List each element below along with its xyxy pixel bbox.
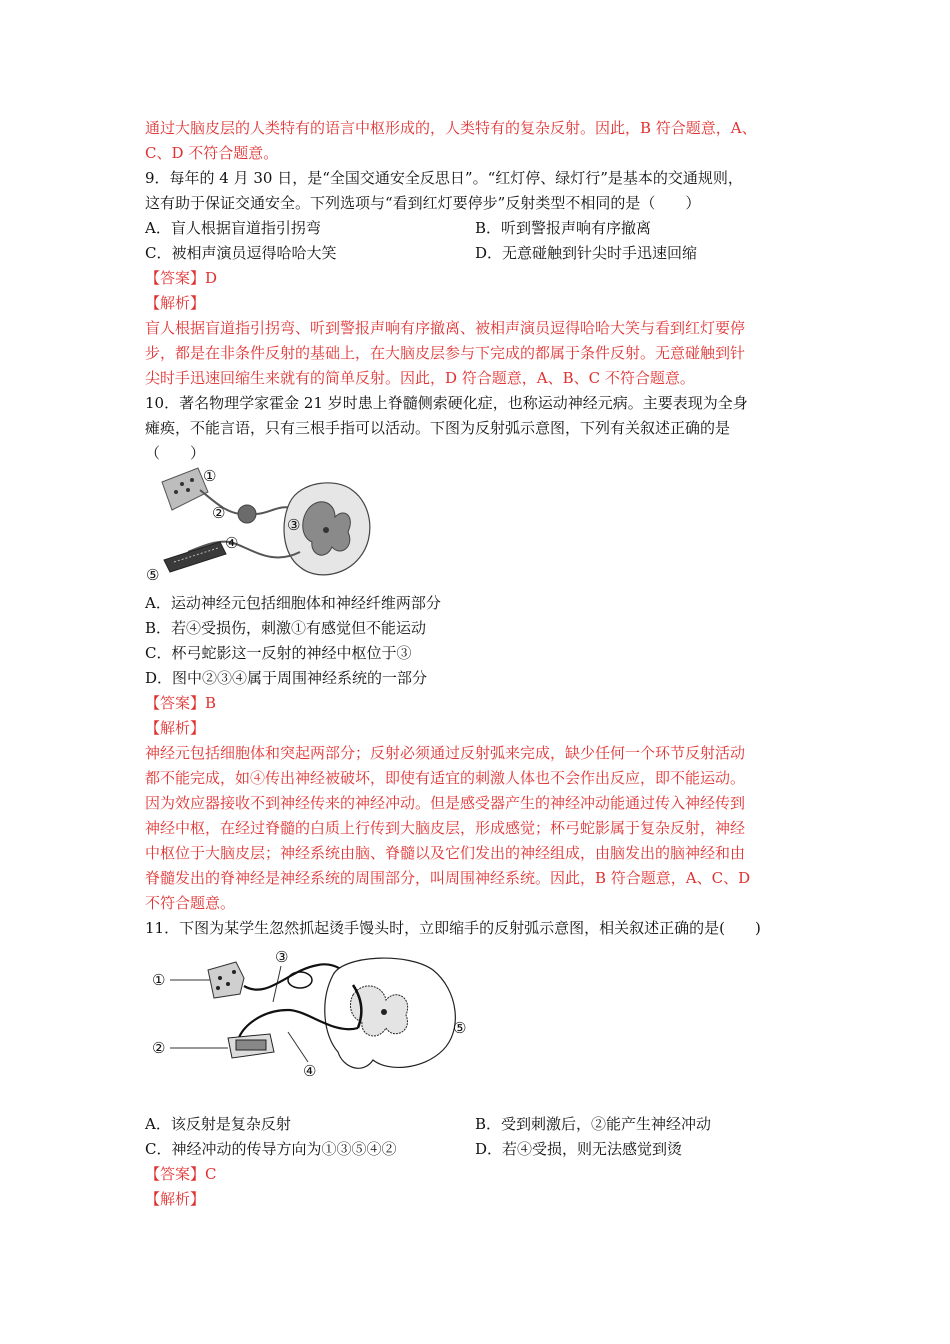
q10-analysis-line: 都不能完成，如④传出神经被破坏，即使有适宜的刺激人体也不会作出反应，即不能运动。 bbox=[145, 769, 746, 787]
q10-label-2: ② bbox=[212, 504, 226, 522]
q11-option-d: D．若④受损，则无法感觉到烫 bbox=[475, 1140, 683, 1158]
q10-muscle-effector bbox=[164, 542, 226, 572]
q10-ganglion bbox=[238, 505, 256, 523]
q9-stem-line: 这有助于保证交通安全。下列选项与“看到红灯要停步”反射类型不相同的是（ ） bbox=[145, 194, 701, 212]
q11-label-1: ① bbox=[152, 971, 166, 989]
q10-analysis-line: 神经中枢，在经过脊髓的白质上行传到大脑皮层，形成感觉；杯弓蛇影属于复杂反射，神经 bbox=[145, 819, 746, 837]
q11-label-2: ② bbox=[152, 1039, 166, 1057]
q9-analysis-line: 尖时手迅速回缩生来就有的简单反射。因此，D 符合题意，A、B、C 不符合题意。 bbox=[145, 369, 695, 387]
q10-label-3: ③ bbox=[287, 516, 301, 534]
q9-option-d: D．无意碰触到针尖时手迅速回缩 bbox=[475, 244, 698, 262]
q10-option-b: B．若④受损伤，刺激①有感觉但不能运动 bbox=[145, 619, 427, 637]
q10-stem-line: 瘫痪，不能言语，只有三根手指可以活动。下图为反射弧示意图，下列有关叙述正确的是 bbox=[145, 419, 731, 437]
q10-option-d: D．图中②③④属于周围神经系统的一部分 bbox=[145, 669, 428, 687]
q11-muscle-effector bbox=[228, 1034, 274, 1058]
q10-skin-receptor bbox=[162, 468, 208, 510]
q10-analysis-line: 脊髓发出的脊神经是神经系统的周围部分，叫周围神经系统。因此，B 符合题意，A、C、D bbox=[145, 869, 751, 887]
q11-skin-receptor bbox=[208, 962, 244, 998]
q9-option-c: C．被相声演员逗得哈哈大笑 bbox=[145, 244, 337, 262]
q11-answer: 【答案】C bbox=[145, 1165, 217, 1183]
prev-explanation-line: 通过大脑皮层的人类特有的语言中枢形成的，人类特有的复杂反射。因此，B 符合题意，A、 bbox=[145, 119, 757, 137]
q9-stem-line: 9．每年的 4 月 30 日，是“全国交通安全反思日”。“红灯停、绿灯行”是基本的交通规则， bbox=[145, 169, 743, 187]
q11-reflex-arc-figure bbox=[148, 940, 488, 1080]
q9-analysis-line: 步，都是在非条件反射的基础上，在大脑皮层参与下完成的都属于条件反射。无意碰触到针 bbox=[145, 344, 746, 362]
q9-analysis-line: 盲人根据盲道指引拐弯、听到警报声响有序撤离、被相声演员逗得哈哈大笑与看到红灯要停 bbox=[145, 319, 746, 337]
q9-option-a: A．盲人根据盲道指引拐弯 bbox=[145, 219, 321, 237]
q11-label-3: ③ bbox=[275, 948, 289, 966]
q10-stem-line: 10．著名物理学家霍金 21 岁时患上脊髓侧索硬化症，也称运动神经元病。主要表现为全身 bbox=[145, 394, 748, 412]
q10-stem-line: （ ） bbox=[145, 444, 206, 462]
q9-option-b: B．听到警报声响有序撤离 bbox=[475, 219, 652, 237]
q11-analysis-label: 【解析】 bbox=[145, 1190, 206, 1208]
q11-label-4: ④ bbox=[303, 1062, 317, 1080]
q10-analysis-line: 不符合题意。 bbox=[145, 894, 236, 912]
q10-analysis-line: 中枢位于大脑皮层；神经系统由脑、脊髓以及它们发出的神经组成，由脑发出的脑神经和由 bbox=[145, 844, 746, 862]
q11-stem-line: 11．下图为某学生忽然抓起烫手馒头时，立即缩手的反射弧示意图，相关叙述正确的是( ) bbox=[145, 919, 761, 937]
q10-label-1: ① bbox=[203, 467, 217, 485]
q10-reflex-arc-figure bbox=[140, 462, 375, 587]
q9-analysis-label: 【解析】 bbox=[145, 294, 206, 312]
q11-label-5: ⑤ bbox=[453, 1019, 467, 1037]
q10-label-4: ④ bbox=[225, 534, 239, 552]
q10-analysis-line: 神经元包括细胞体和突起两部分；反射必须通过反射弧来完成，缺少任何一个环节反射活动 bbox=[145, 744, 746, 762]
q10-option-c: C．杯弓蛇影这一反射的神经中枢位于③ bbox=[145, 644, 412, 662]
q10-option-a: A．运动神经元包括细胞体和神经纤维两部分 bbox=[145, 594, 441, 612]
q11-option-b: B．受到刺激后，②能产生神经冲动 bbox=[475, 1115, 712, 1133]
q11-spinal-cord bbox=[325, 958, 456, 1068]
q10-analysis-label: 【解析】 bbox=[145, 719, 206, 737]
q10-analysis-line: 因为效应器接收不到神经传来的神经冲动。但是感受器产生的神经冲动能通过传入神经传到 bbox=[145, 794, 746, 812]
q10-answer: 【答案】B bbox=[145, 694, 217, 712]
q10-label-5: ⑤ bbox=[146, 566, 160, 584]
q9-answer: 【答案】D bbox=[145, 269, 218, 287]
q11-option-c: C．神经冲动的传导方向为①③⑤④② bbox=[145, 1140, 397, 1158]
q11-option-a: A．该反射是复杂反射 bbox=[145, 1115, 291, 1133]
prev-explanation-line: C、D 不符合题意。 bbox=[145, 144, 279, 162]
